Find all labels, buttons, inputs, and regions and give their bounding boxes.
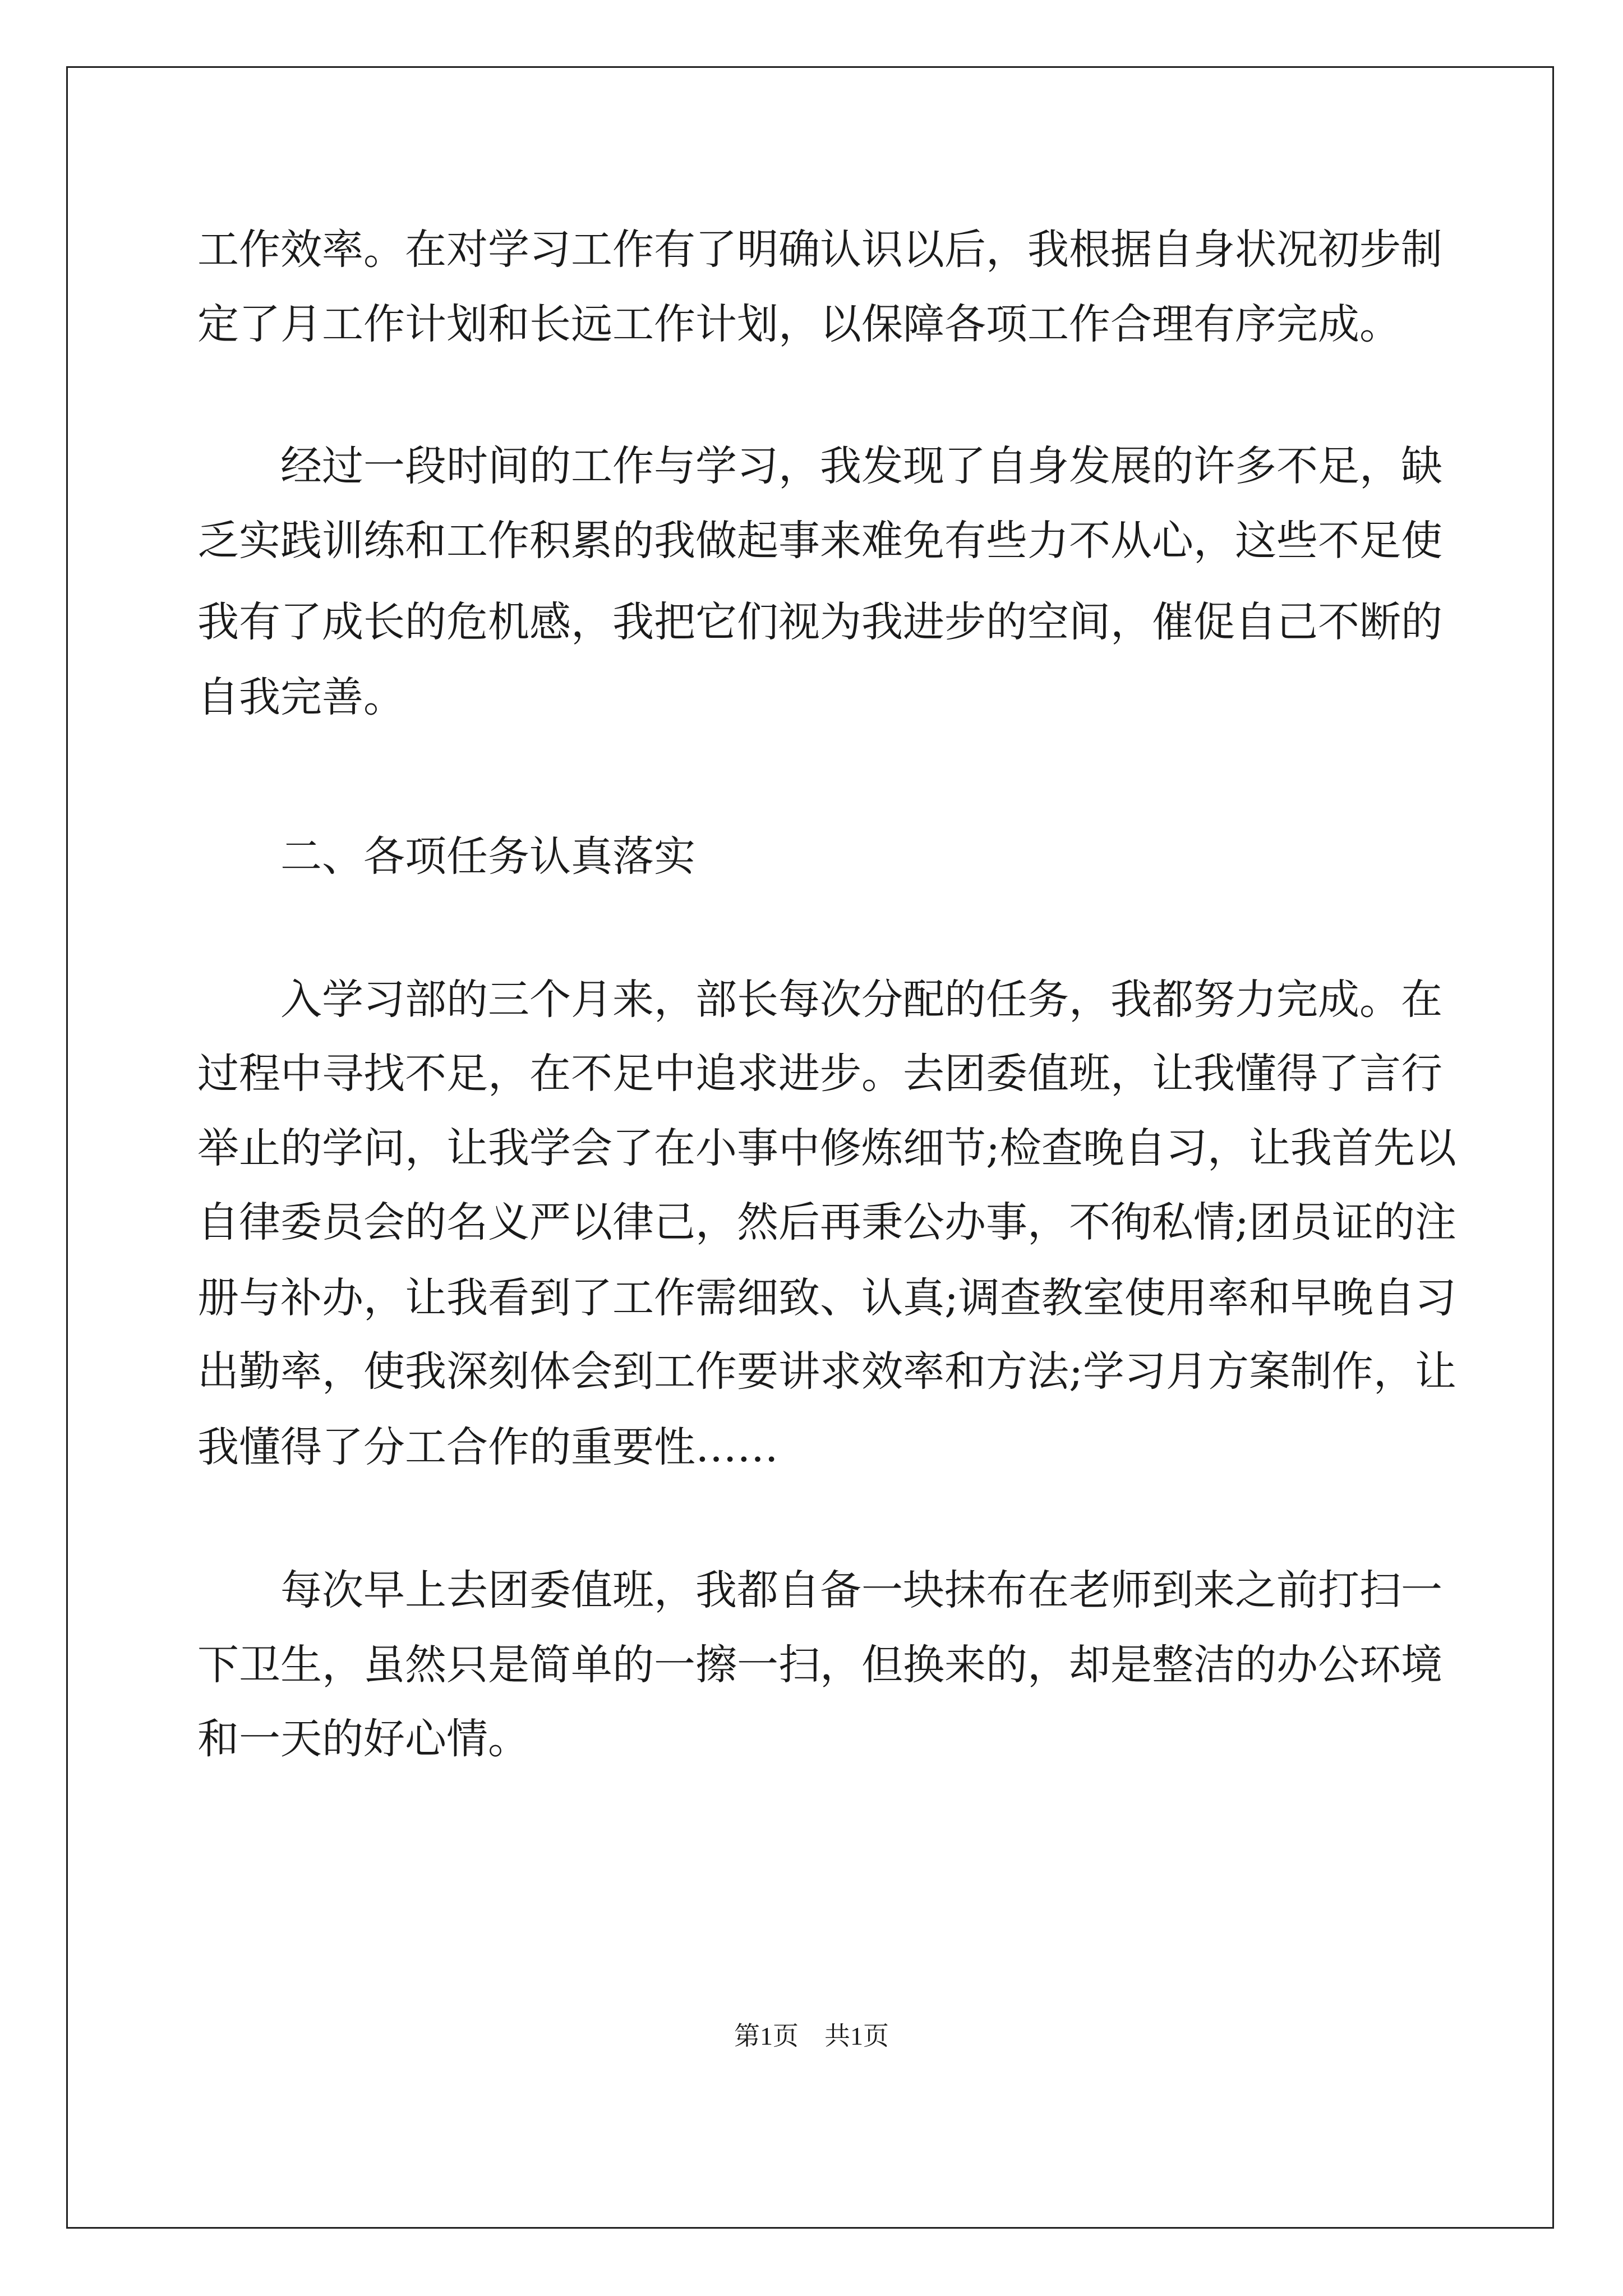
paragraph-4-line-1: 入学习部的三个月来，部长每次分配的任务，我都努力完成。在 [280, 976, 1442, 1024]
paragraph-2-line-3: 我有了成长的危机感，我把它们视为我进步的空间，催促自己不断的 [197, 598, 1442, 646]
paragraph-4-line-6: 出勤率，使我深刻体会到工作要讲求效率和方法;学习月方案制作，让 [197, 1347, 1456, 1396]
paragraph-4-line-3: 举止的学问，让我学会了在小事中修炼细节;检查晚自习，让我首先以 [197, 1124, 1456, 1172]
paragraph-4-line-2: 过程中寻找不足，在不足中追求进步。去团委值班，让我懂得了言行 [197, 1050, 1442, 1098]
section-heading: 二、各项任务认真落实 [280, 832, 695, 881]
paragraph-5-line-3: 和一天的好心情。 [197, 1715, 529, 1763]
paragraph-4-line-5: 册与补办，让我看到了工作需细致、认真;调查教室使用率和早晚自习 [197, 1274, 1456, 1322]
paragraph-5-line-1: 每次早上去团委值班，我都自备一块抹布在老师到来之前打扫一 [280, 1566, 1442, 1614]
paragraph-1-line-2: 定了月工作计划和长远工作计划，以保障各项工作合理有序完成。 [197, 300, 1401, 348]
paragraph-5-line-2: 下卫生，虽然只是简单的一擦一扫，但换来的，却是整洁的办公环境 [197, 1641, 1442, 1689]
page-number-footer: 第1页 共1页 [734, 2022, 889, 2050]
paragraph-2-line-2: 乏实践训练和工作积累的我做起事来难免有些力不从心，这些不足使 [197, 517, 1442, 565]
paragraph-2-line-4: 自我完善。 [197, 673, 405, 721]
paragraph-4-line-4: 自律委员会的名义严以律己，然后再秉公办事，不徇私情;团员证的注 [197, 1198, 1456, 1246]
paragraph-4-line-7: 我懂得了分工合作的重要性…… [197, 1423, 778, 1471]
paragraph-2-line-1: 经过一段时间的工作与学习，我发现了自身发展的许多不足，缺 [280, 442, 1442, 490]
paragraph-1-line-1: 工作效率。在对学习工作有了明确认识以后，我根据自身状况初步制 [197, 226, 1442, 274]
